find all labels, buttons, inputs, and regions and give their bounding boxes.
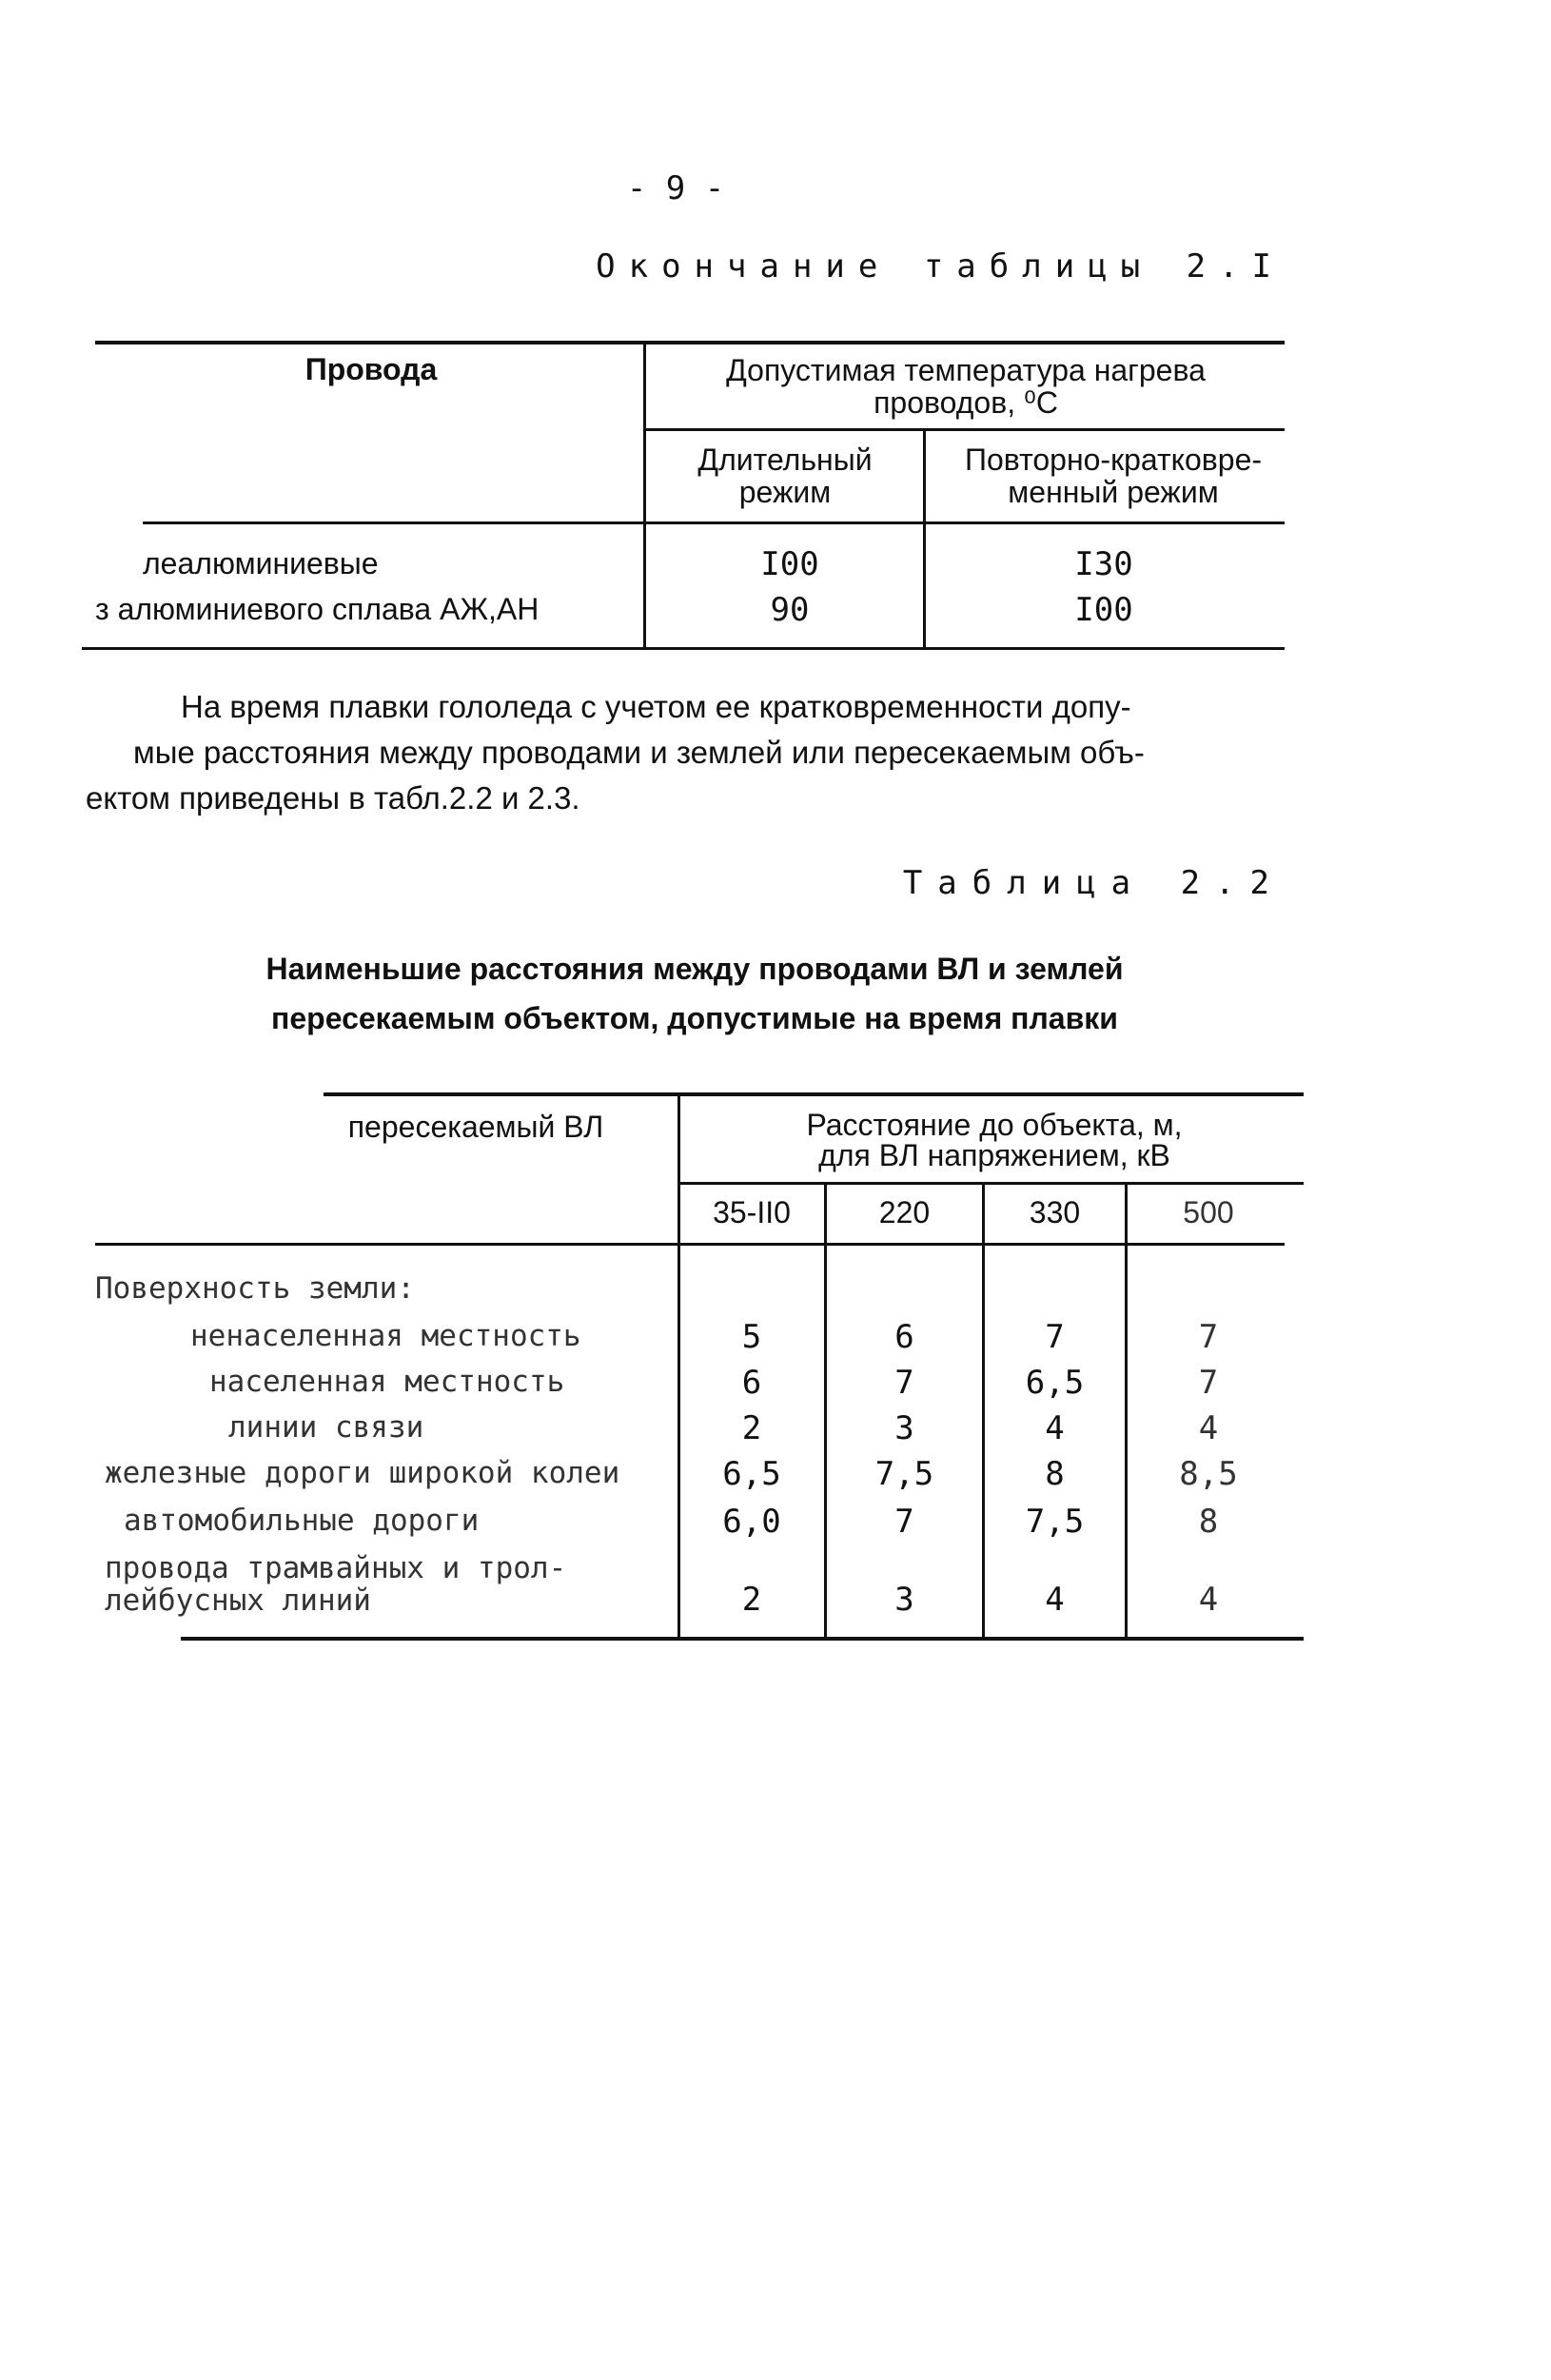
table2-row-4-v3: 8: [1045, 1455, 1065, 1493]
table2-voltage-330: 330: [1029, 1195, 1081, 1229]
table2-row-2-v3: 6,5: [1025, 1364, 1085, 1402]
table2-row-5-v1: 6,0: [722, 1503, 781, 1541]
table2-row-4-v1: 6,5: [722, 1455, 781, 1493]
table2-caption: Таблица 2.2: [902, 864, 1285, 902]
table2-row-1-v4: 7: [1198, 1318, 1219, 1356]
table2-row-1-v1: 5: [741, 1318, 762, 1356]
table2-header-distance-line-2: для ВЛ напряжением, кВ: [818, 1138, 1170, 1172]
table2-voltage-220: 220: [878, 1195, 931, 1229]
table1-row-2-repeated: I00: [1074, 591, 1133, 629]
table2-row-3-v1: 2: [741, 1409, 762, 1447]
table2-voltage-500: 500: [1183, 1195, 1234, 1229]
table2-row-4-name: железные дороги широкой колеи: [105, 1456, 620, 1490]
table2-row-2-v4: 7: [1198, 1364, 1219, 1402]
table2-row-4-v4: 8,5: [1179, 1455, 1238, 1493]
table2-row-5-v4: 8: [1198, 1503, 1219, 1541]
table2-row-2-name: населенная местность: [209, 1365, 565, 1399]
paragraph-line-1: На время плавки гололеда с учетом ее кратковременности допу-: [181, 689, 1131, 724]
table2-row-3-name: линии связи: [228, 1410, 424, 1445]
table2-voltage-35-110: 35-II0: [713, 1195, 791, 1229]
table1-header-repeated: Повторно-кратковре-менный режим: [964, 443, 1263, 509]
table2-row-2-v1: 6: [741, 1364, 762, 1402]
paragraph-line-2: мые расстояния между проводами и землей или пересекаемым объ-: [133, 735, 1145, 770]
table1-row-2-continuous: 90: [770, 591, 810, 629]
table2-row-6-v3: 4: [1045, 1581, 1065, 1619]
table1-row-1-continuous: I00: [760, 545, 819, 583]
table2-row-3-v3: 4: [1045, 1409, 1065, 1447]
table1-header-wires: Провода: [304, 352, 438, 386]
table2-row-1-v2: 6: [894, 1318, 914, 1356]
table1-row-1-repeated: I30: [1074, 545, 1133, 583]
table2-group-label: Поверхность земли:: [95, 1271, 415, 1306]
table2-title-line-1: Наименьшие расстояния между проводами ВЛ и землей: [265, 952, 1124, 986]
table1-header-temperature: Допустимая температура нагрева проводов, ⁰С: [726, 353, 1206, 420]
table2-header-crossed-object: пересекаемый ВЛ: [347, 1110, 604, 1144]
table2-row-2-v2: 7: [894, 1364, 914, 1402]
table2-row-3-v2: 3: [894, 1409, 914, 1447]
table2-row-4-v2: 7,5: [874, 1455, 934, 1493]
table1-row-1-name: леалюминиевые: [143, 546, 379, 580]
paragraph-line-3: ектом приведены в табл.2.2 и 2.3.: [86, 780, 580, 816]
table1-caption: Окончание таблицы 2.I: [596, 247, 1285, 285]
table2-row-1-name: ненаселенная местность: [190, 1319, 581, 1353]
table2-row-6-v1: 2: [741, 1581, 762, 1619]
table2-row-6-v2: 3: [894, 1581, 914, 1619]
table1-row-2-name: з алюминиевого сплава АЖ,АН: [95, 592, 540, 626]
table1-header-continuous: Длительный режим: [697, 443, 873, 509]
table2-header-distance-line-1: Расстояние до объекта, м,: [806, 1108, 1183, 1142]
table2-title-line-2: пересекаемым объектом, допустимые на время плавки: [271, 1001, 1118, 1035]
table2-row-6-v4: 4: [1198, 1581, 1219, 1619]
table2-row-5-name: автомобильные дороги: [124, 1504, 480, 1538]
table2-row-6-name-line-2: лейбусных линий: [105, 1583, 371, 1618]
table2-row-3-v4: 4: [1198, 1409, 1219, 1447]
table2-row-5-v2: 7: [894, 1503, 914, 1541]
table2-row-1-v3: 7: [1045, 1318, 1065, 1356]
page-number: - 9 -: [626, 169, 725, 207]
table2-row-6-name-line-1: провода трамвайных и трол-: [105, 1551, 567, 1585]
table2-row-5-v3: 7,5: [1025, 1503, 1085, 1541]
